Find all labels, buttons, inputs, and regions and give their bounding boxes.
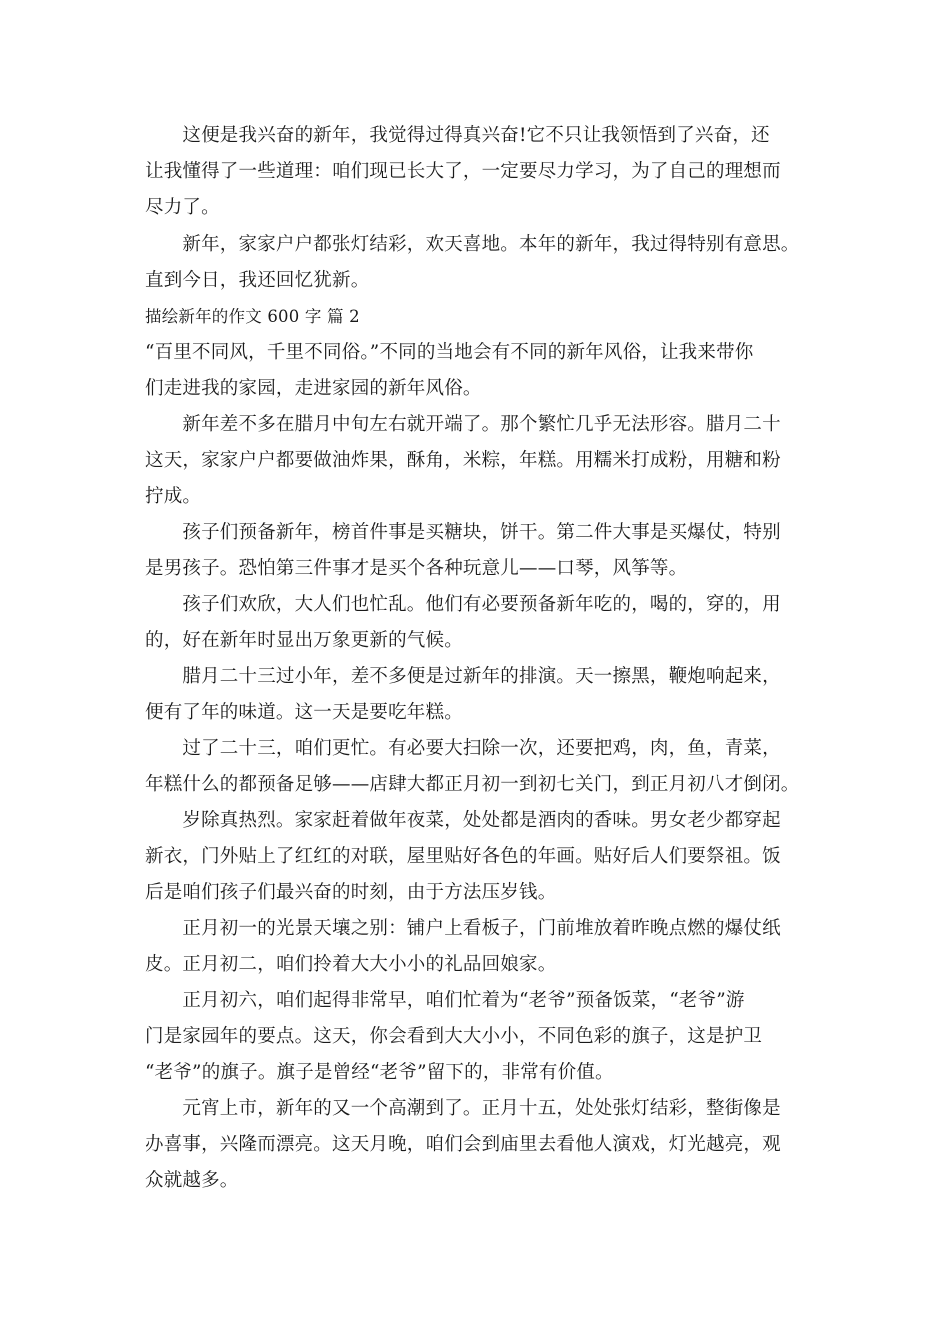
text-line: 的，好在新年时显出万象更新的气候。	[145, 630, 463, 651]
text-line: 皮。正月初二，咱们拎着大大小小的礼品回娘家。	[145, 954, 557, 975]
text-line: 腊月二十三过小年，差不多便是过新年的排演。天一擦黑，鞭炮响起来，	[145, 666, 781, 687]
text-line: 年糕什么的都预备足够——店肆大都正月初一到初七关门，到正月初八才倒闭。	[145, 774, 800, 795]
text-line: 孩子们预备新年，榜首件事是买糖块，饼干。第二件大事是买爆仗，特别	[145, 522, 781, 543]
text-line: 便有了年的味道。这一天是要吃年糕。	[145, 702, 463, 723]
text-line: 新年，家家户户都张灯结彩，欢天喜地。本年的新年，我过得特别有意思。	[145, 234, 800, 255]
text-line: 岁除真热烈。家家赶着做年夜菜，处处都是酒肉的香味。男女老少都穿起	[145, 810, 781, 831]
text-line: 门是家园年的要点。这天，你会看到大大小小，不同色彩的旗子，这是护卫	[145, 1026, 763, 1047]
text-line: 办喜事，兴隆而漂亮。这天月晚，咱们会到庙里去看他人演戏，灯光越亮，观	[145, 1134, 781, 1155]
text-line: 正月初一的光景天壤之别：铺户上看板子，门前堆放着昨晚点燃的爆仗纸	[145, 918, 781, 939]
text-line: 元宵上市，新年的又一个高潮到了。正月十五，处处张灯结彩，整街像是	[145, 1098, 781, 1119]
text-line: 过了二十三，咱们更忙。有必要大扫除一次，还要把鸡，肉，鱼，青菜，	[145, 738, 781, 759]
section-heading: 描绘新年的作文 600 字 篇 2	[145, 307, 360, 326]
text-line: 后是咱们孩子们最兴奋的时刻，由于方法压岁钱。	[145, 882, 557, 903]
text-line: 这便是我兴奋的新年，我觉得过得真兴奋!它不只让我领悟到了兴奋，还	[145, 125, 770, 146]
text-line: 新年差不多在腊月中旬左右就开端了。那个繁忙几乎无法形容。腊月二十	[145, 414, 781, 435]
text-line: 尽力了。	[145, 197, 220, 218]
text-line: 正月初六，咱们起得非常早，咱们忙着为“老爷”预备饭菜，“老爷”游	[145, 990, 745, 1011]
text-line: 拧成。	[145, 486, 202, 507]
text-line: 直到今日，我还回忆犹新。	[145, 270, 370, 291]
text-line: 众就越多。	[145, 1170, 239, 1191]
text-line: 是男孩子。恐怕第三件事才是买个各种玩意儿——口琴，风筝等。	[145, 558, 688, 579]
text-line: 新衣，门外贴上了红红的对联，屋里贴好各色的年画。贴好后人们要祭祖。饭	[145, 846, 781, 867]
text-line: “百里不同风，千里不同俗。”不同的当地会有不同的新年风俗，让我来带你	[145, 342, 754, 363]
text-line: 孩子们欢欣，大人们也忙乱。他们有必要预备新年吃的，喝的，穿的，用	[145, 594, 781, 615]
text-line: 这天，家家户户都要做油炸果，酥角，米粽，年糕。用糯米打成粉，用糖和粉	[145, 450, 781, 471]
text-line: 让我懂得了一些道理：咱们现已长大了，一定要尽力学习，为了自己的理想而	[145, 161, 781, 182]
text-line: 们走进我的家园，走进家园的新年风俗。	[145, 378, 482, 399]
text-line: “老爷”的旗子。旗子是曾经“老爷”留下的，非常有价值。	[145, 1062, 614, 1083]
